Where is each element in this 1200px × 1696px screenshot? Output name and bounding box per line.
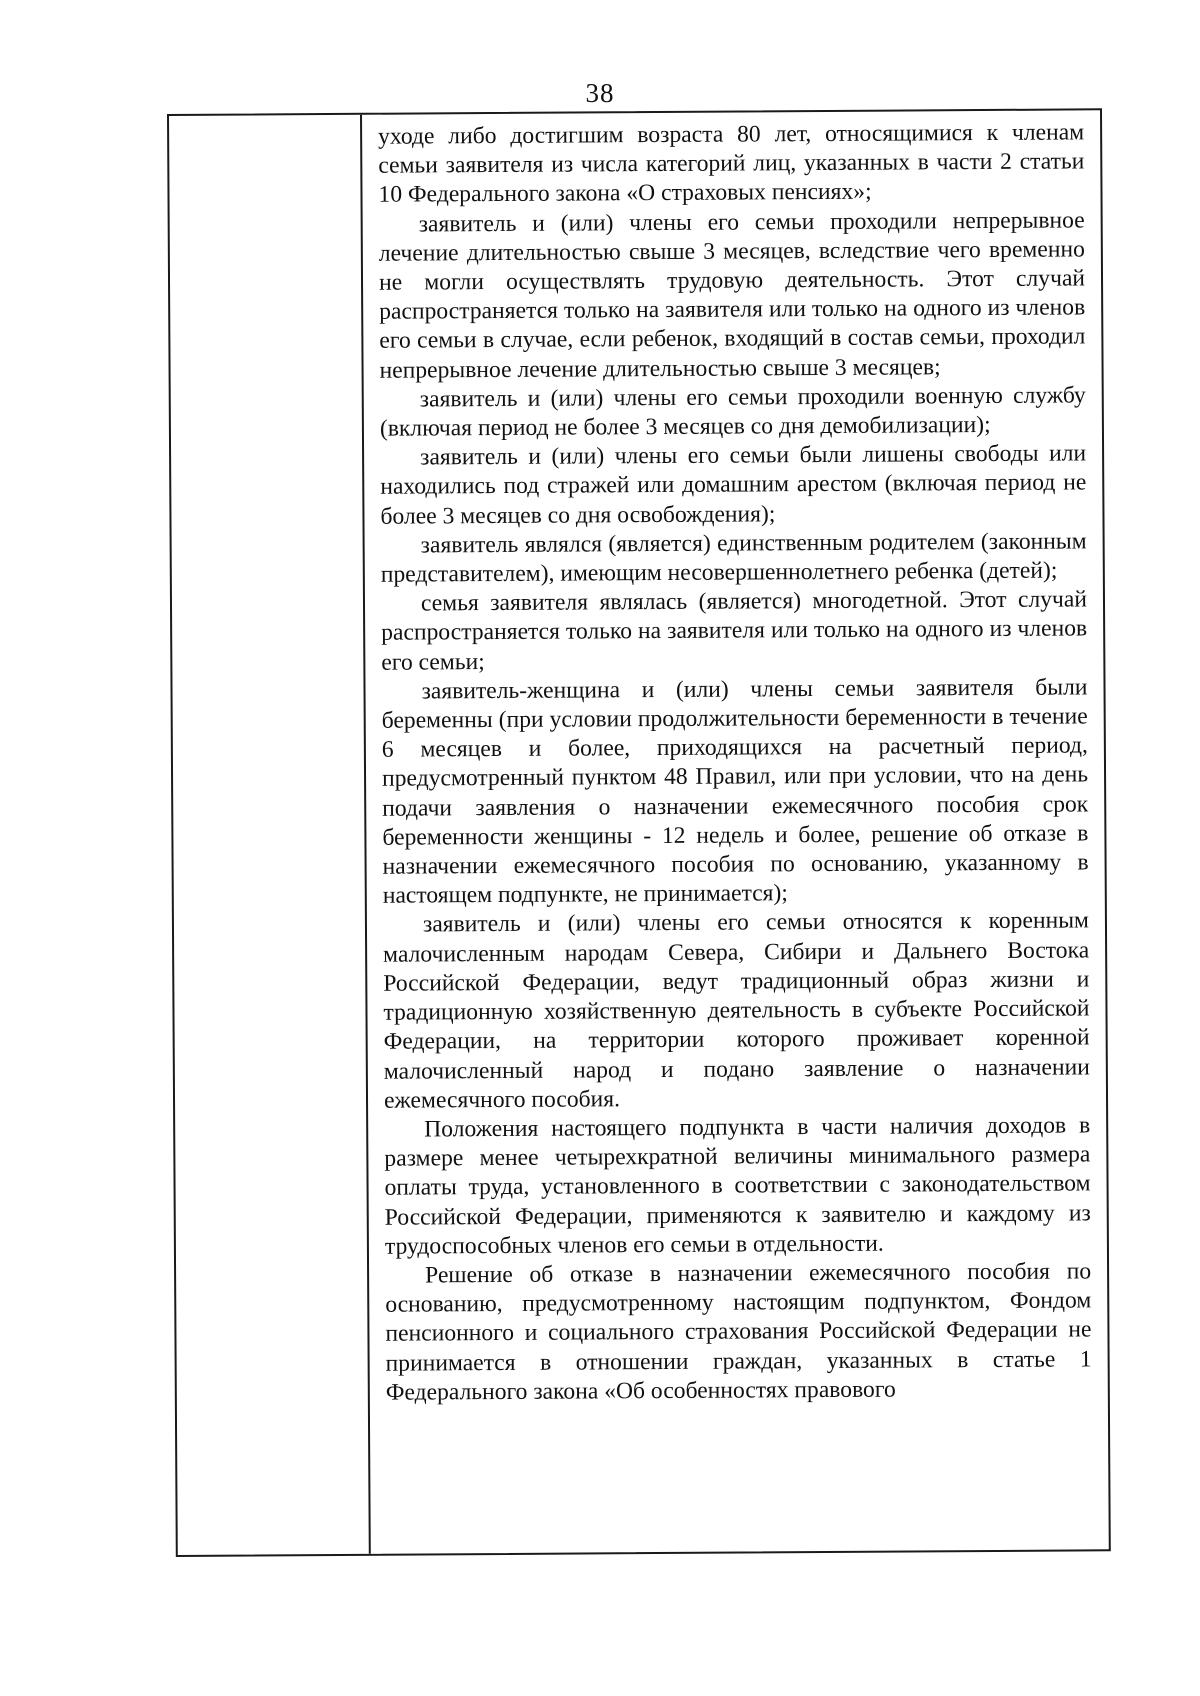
page-number: 38 [585,78,615,108]
paragraph: уходе либо достигшим возраста 80 лет, относящимися к членам семьи заявителя из числа категорий лиц, указанных в части 2 статьи 10 Федерального закона «О страховых пенсиях»; [378,119,1085,209]
paragraph: заявитель и (или) члены его семьи относятся к коренным малочисленным народам Севера, Сибири и Дальнего Востока Российской Федерации, ведут традиционный образ жизни и традиционную хозяйственную деятельность в субъекте Российской Федерации, на территории которого проживает коренной малочисленный народ и подано заявление о назначении ежемесячного пособия. [383,907,1090,1114]
table-left-column [169,115,371,1555]
paragraph: заявитель и (или) члены его семьи проходили военную службу (включая период не более 3 месяцев со дня демобилизации); [379,382,1086,442]
paragraph: Положения настоящего подпункта в части наличия доходов в размере менее четырехкратной величины минимального размера оплаты труда, установленного в соответствии с законодательством Российской Федерации, применяются к заявителю и каждому из трудоспособных членов его семьи в отдельности. [384,1112,1091,1260]
paragraph: Решение об отказе в назначении ежемесячного пособия по основанию, предусмотренному настоящим подпунктом, Фондом пенсионного и социального страхования Российской Федерации не принимается в отношении граждан, указанных в статье 1 Федерального закона «Об особенностях правового [385,1258,1092,1406]
paragraph: семья заявителя являлась (является) многодетной. Этот случай распространяется только на заявителя или только на одного из членов его семьи; [381,586,1088,676]
table-right-column [362,110,1109,1553]
paragraph: заявитель-женщина и (или) члены семьи заявителя были беременны (при условии продолжительности беременности в течение 6 месяцев и более, приходящихся на расчетный период, предусмотренный пунктом 48 Правил, или при условии, что на день подачи заявления о назначении ежемесячного пособия срок беременности женщины - 12 недель и более, решение об отказе в назначении ежемесячного пособия по основанию, указанному в настоящем подпункте, не принимается); [381,674,1089,909]
paragraph: заявитель и (или) члены его семьи проходили непрерывное лечение длительностью свыше 3 месяцев, вследствие чего временно не могли осуществлять трудовую деятельность. Этот случай распространяется только на заявителя или только на одного из членов его семьи в случае, если ребенок, входящий в состав семьи, проходил непрерывное лечение длительностью свыше 3 месяцев; [378,207,1086,384]
document-table [167,108,1111,1557]
paragraph: заявитель и (или) члены его семьи были лишены свободы или находились под стражей или домашним арестом (включая период не более 3 месяцев со дня освобождения); [380,440,1087,530]
paragraph: заявитель являлся (является) единственным родителем (законным представителем), имеющим несовершеннолетнего ребенка (детей); [380,528,1087,588]
